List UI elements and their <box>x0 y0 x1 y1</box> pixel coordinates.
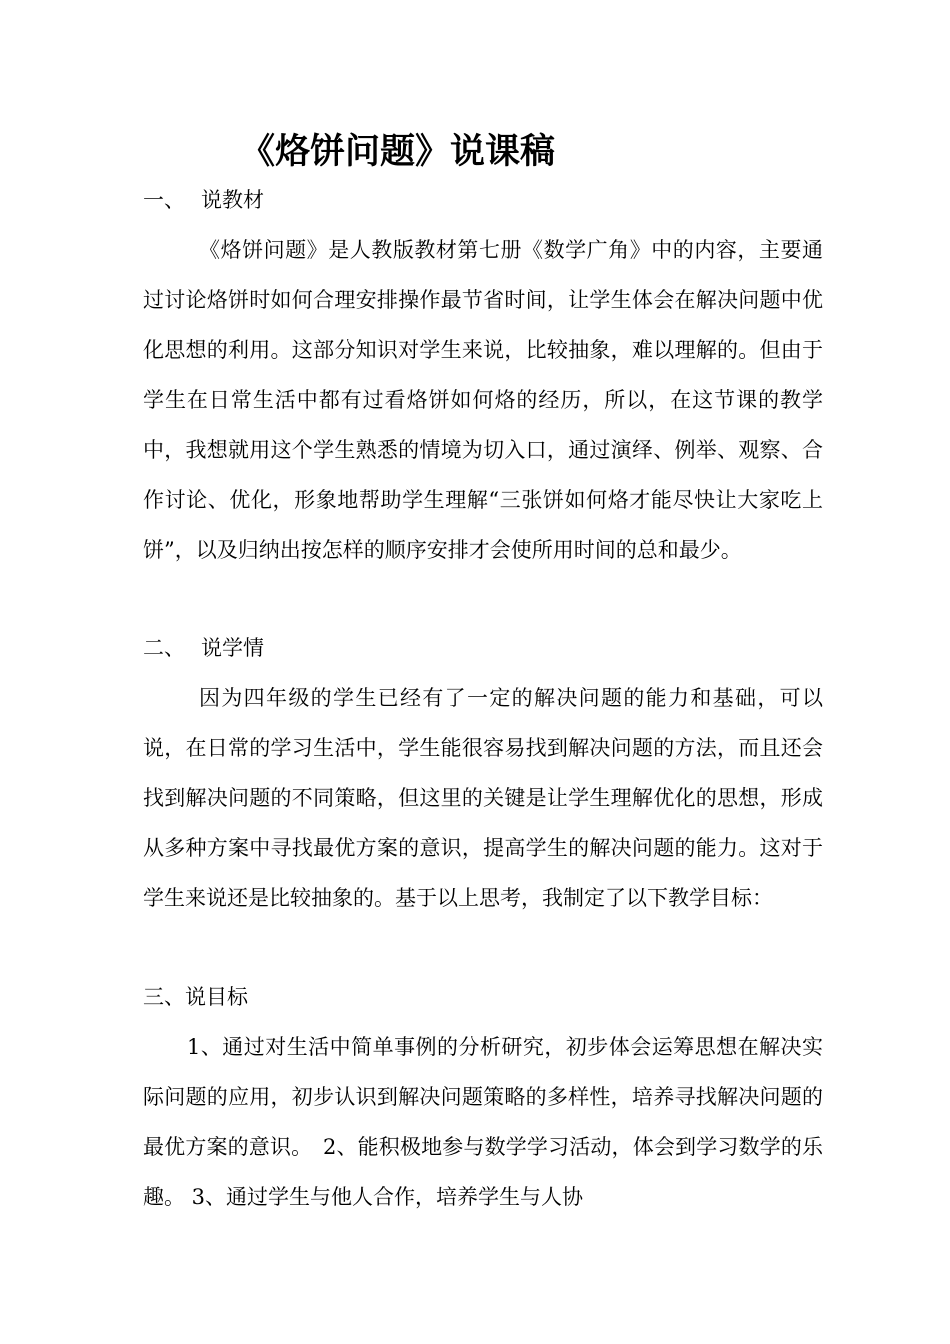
section-paragraph-1: 《烙饼问题》是人教版教材第七册《数学广角》中的内容，主要通过讨论烙饼时如何合理安排操作最节省时间，让学生体会在解决问题中优化思想的利用。这部分知识对学生来说，比较抽象，难以理解的。但由于学生在日常生活中都有过看烙饼如何烙的经历，所以，在这节课的教学中，我想就用这个学生熟悉的情境为切入口，通过演绎、例举、观察、合作讨论、优化，形象地帮助学生理解“三张饼如何烙才能尽快让大家吃上饼”，以及归纳出按怎样的顺序安排才会使所用时间的总和最少。 <box>143 238 823 562</box>
section-title-1: 说教材 <box>201 188 264 212</box>
section-paragraph-3: 1、通过对生活中简单事例的分析研究，初步体会运筹思想在解决实际问题的应用，初步认识到解决问题策略的多样性，培养寻找解决问题的最优方案的意识。 2、能积极地参与数学学习活动，体会到学习数学的乐趣。 3、通过学生与他人合作，培养学生与人协 <box>143 1035 823 1209</box>
section-number-1: 一、 <box>143 188 185 212</box>
section-heading-1 <box>143 185 264 215</box>
section-title-2: 说学情 <box>201 636 264 660</box>
section-number-2: 二、 <box>143 636 185 660</box>
section-paragraph-2: 因为四年级的学生已经有了一定的解决问题的能力和基础，可以说，在日常的学习生活中，学生能很容易找到解决问题的方法，而且还会找到解决问题的不同策略，但这里的关键是让学生理解优化的思想，形成从多种方案中寻找最优方案的意识，提高学生的解决问题的能力。这对于学生来说还是比较抽象的。基于以上思考，我制定了以下教学目标： <box>143 686 823 910</box>
section-heading-2 <box>143 633 264 663</box>
section-heading-3: 三、说目标 <box>143 985 248 1009</box>
document-title: 《烙饼问题》说课稿 <box>240 131 556 172</box>
